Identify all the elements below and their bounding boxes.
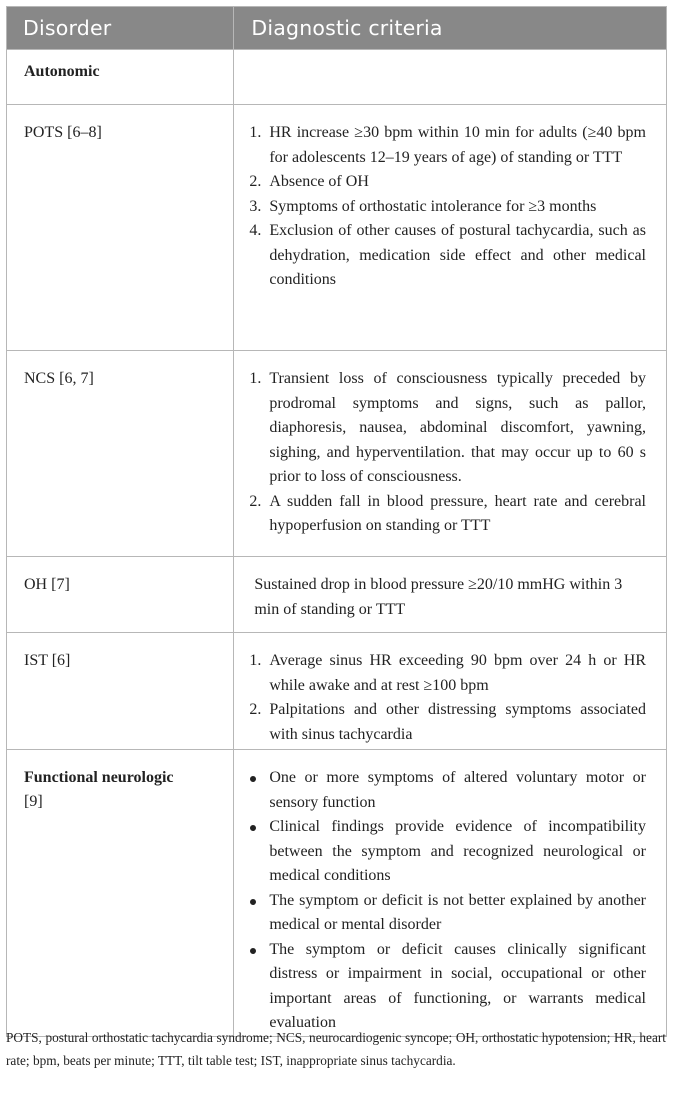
table-row — [7, 633, 667, 750]
list-item: 3. Symptoms of orthostatic intolerance for ≥3 months — [249, 197, 597, 215]
list-item: The symptom or deficit causes clinically significant distress or impairment in social, occupational or other important areas of functioning, or warrants medical evaluation — [249, 938, 646, 1036]
bullet-icon — [250, 776, 256, 782]
disorder-ncs: NCS [6, 7] — [7, 351, 234, 557]
oh-criteria-text: Sustained drop in blood pressure ≥20/10 mmHG within 3 min of standing or TTT — [254, 576, 623, 618]
bullet-icon — [250, 899, 256, 905]
list-item: 2. Absence of OH — [249, 173, 369, 190]
list-item: Clinical findings provide evidence of incompatibility between the symptom and recognized neurological or medical conditions — [249, 815, 646, 889]
disorder-pots: POTS [6–8] — [7, 105, 234, 351]
table-row — [7, 557, 667, 633]
bullet-icon — [250, 948, 256, 954]
header-diagnostic-criteria: Diagnostic criteria — [234, 7, 667, 50]
disorder-ist: IST [6] — [7, 633, 234, 750]
section-label-autonomic: Autonomic — [24, 63, 100, 80]
disorder-functional-neurologic: Functional neurologic — [24, 769, 174, 786]
table-row — [7, 50, 667, 105]
disorder-oh: OH [7] — [7, 557, 234, 633]
ncs-criteria-list — [249, 367, 646, 539]
list-item: 1. HR increase ≥30 bpm within 10 min for adults (≥40 bpm for adolescents 12–19 years of age) of standing or TTT — [249, 124, 646, 166]
header-disorder: Disorder — [7, 7, 234, 50]
list-item: 1. Transient loss of consciousness typically preceded by prodromal symptoms and signs, such as pallor, diaphoresis, nausea, abdominal discomfort, yawning, sighing, and hyperventilation. that may occur up to 60 s prior to loss of consciousness. — [249, 370, 646, 485]
pots-criteria-list — [249, 121, 646, 293]
table-row — [7, 351, 667, 557]
functional-criteria-list — [249, 766, 646, 1036]
table-row — [7, 105, 667, 351]
list-item: 4. Exclusion of other causes of postural tachycardia, such as dehydration, medication side effect and other medical conditions — [249, 222, 646, 288]
criteria-table — [6, 6, 667, 1037]
list-item: 2. A sudden fall in blood pressure, heart rate and cerebral hypoperfusion on standing or TTT — [249, 492, 646, 534]
table-header-row — [7, 7, 667, 50]
ist-criteria-list — [249, 649, 646, 747]
list-item: 1. Average sinus HR exceeding 90 bpm over 24 h or HR while awake and at rest ≥100 bpm — [249, 652, 646, 694]
list-item: 2. Palpitations and other distressing symptoms associated with sinus tachycardia — [249, 701, 646, 743]
list-item: One or more symptoms of altered voluntary motor or sensory function — [249, 766, 646, 815]
table-footnote: POTS, postural orthostatic tachycardia syndrome; NCS, neurocardiogenic syncope; OH, orthostatic hypotension; HR, heart rate; bpm, beats per minute; TTT, tilt table test; IST, inappropriate sinus tachycardia. — [6, 1030, 666, 1068]
bullet-icon — [250, 825, 256, 831]
list-item: The symptom or deficit is not better explained by another medical or mental disorder — [249, 889, 646, 938]
table-row — [7, 750, 667, 1037]
functional-ref: [9] — [24, 793, 43, 810]
